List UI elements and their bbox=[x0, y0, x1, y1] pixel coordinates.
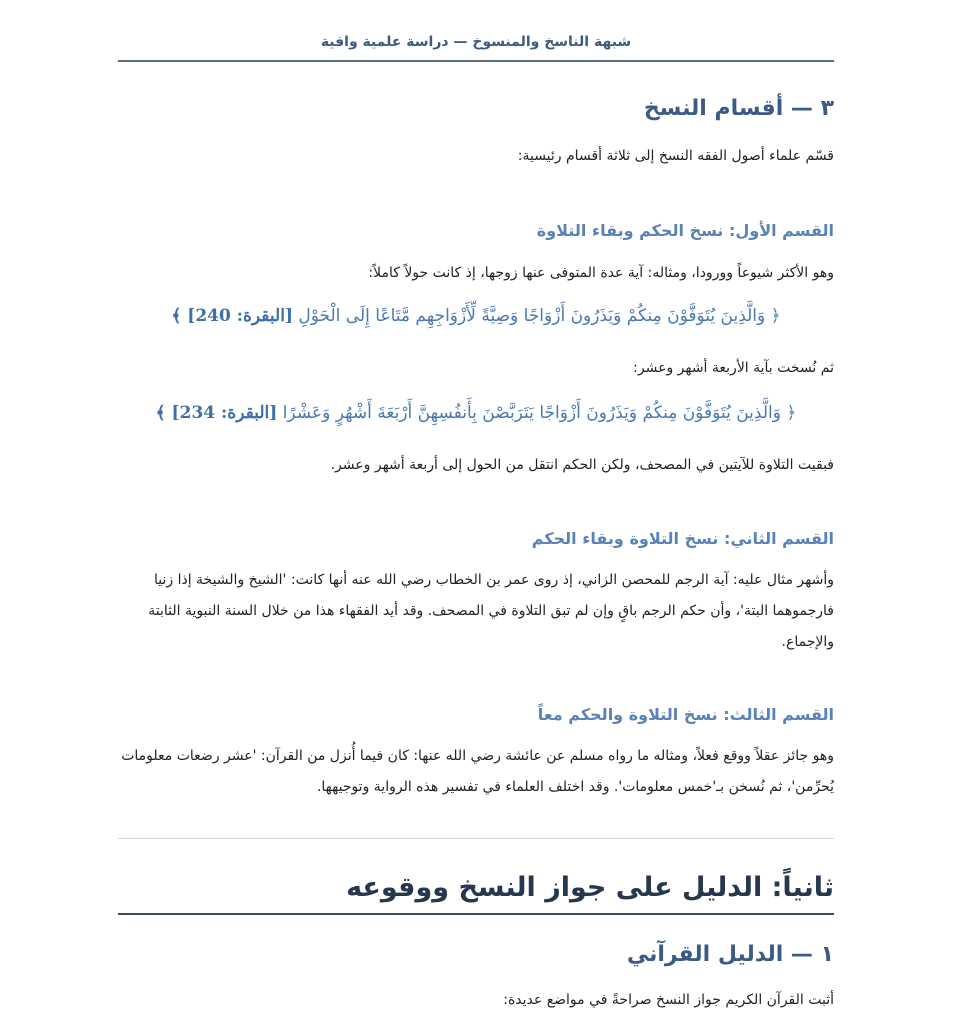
subsection-intro: أثبت القرآن الكريم جواز النسخ صراحةً في مواضع عديدة: bbox=[503, 992, 834, 1008]
section-divider bbox=[118, 838, 834, 839]
part2-text: وأشهر مثال عليه: آية الرجم للمحصن الزاني، إذ روى عمر بن الخطاب رضي الله عنه أنها كانت: 'الشيخ والشيخة إذا زنيا فارجموهما البتة'، وأن حكم الرجم باقٍ وإن لم تبق التلاوة في المصحف. وقد أيد الفقهاء هذا من خلال السنة النبوية الثابتة والإجماع. bbox=[148, 572, 834, 650]
part1-heading: القسم الأول: نسخ الحكم وبقاء التلاوة bbox=[536, 221, 834, 240]
part3-heading: القسم الثالث: نسخ التلاوة والحكم معاً bbox=[537, 705, 834, 724]
verse-reference: [البقرة: 234] ﴾ bbox=[155, 403, 278, 423]
part1-text2: ثم نُسخت بآية الأربعة أشهر وعشر: bbox=[633, 360, 834, 376]
part2-heading: القسم الثاني: نسخ التلاوة وبقاء الحكم bbox=[531, 529, 834, 548]
quran-verse-234 bbox=[118, 402, 834, 423]
running-header: شبهة الناسخ والمنسوخ — دراسة علمية وافية bbox=[320, 34, 632, 50]
subsection-heading-quranic-evidence: ١ — الدليل القرآني bbox=[626, 942, 834, 967]
part1-text3: فبقيت التلاوة للآيتين في المصحف، ولكن الحكم انتقل من الحول إلى أربعة أشهر وعشر. bbox=[330, 457, 834, 473]
quran-verse-240 bbox=[118, 305, 834, 326]
part3-text: وهو جائز عقلاً ووقع فعلاً، ومثاله ما رواه مسلم عن عائشة رضي الله عنها: كان فيما أُنزل من القرآن: 'عشر رضعات معلومات يُحرِّمن'، ثم نُسخن بـ'خمس معلومات'. وقد اختلف العلماء في تفسير هذه الرواية وتوجيهها. bbox=[121, 748, 834, 795]
part1-text: وهو الأكثر شيوعاً وورودا، ومثاله: آية عدة المتوفى عنها زوجها، إذ كانت حولاً كاملاً: bbox=[368, 265, 834, 281]
chapter-heading: ثانياً: الدليل على جواز النسخ ووقوعه bbox=[346, 872, 834, 903]
chapter-heading-rule bbox=[118, 913, 834, 915]
header-rule bbox=[118, 60, 834, 62]
verse-text: ﴿ وَالَّذِينَ يُتَوَفَّوْنَ مِنكُمْ وَيَذَرُونَ أَزْوَاجًا يَتَرَبَّصْنَ بِأَنفُسِهِنَّ أَرْبَعَةَ أَشْهُرٍ وَعَشْرًا bbox=[282, 403, 797, 423]
section-intro: قسّم علماء أصول الفقه النسخ إلى ثلاثة أقسام رئيسية: bbox=[517, 148, 834, 164]
verse-reference: [البقرة: 240] ﴾ bbox=[171, 306, 293, 326]
verse-text: ﴿ وَالَّذِينَ يُتَوَفَّوْنَ مِنكُمْ وَيَذَرُونَ أَزْوَاجًا وَصِيَّةً لِّأَزْوَاجِهِم مَّتَاعًا إِلَى الْحَوْلِ bbox=[298, 306, 781, 326]
section-heading-types-of-abrogation: ٣ — أقسام النسخ bbox=[643, 96, 834, 121]
